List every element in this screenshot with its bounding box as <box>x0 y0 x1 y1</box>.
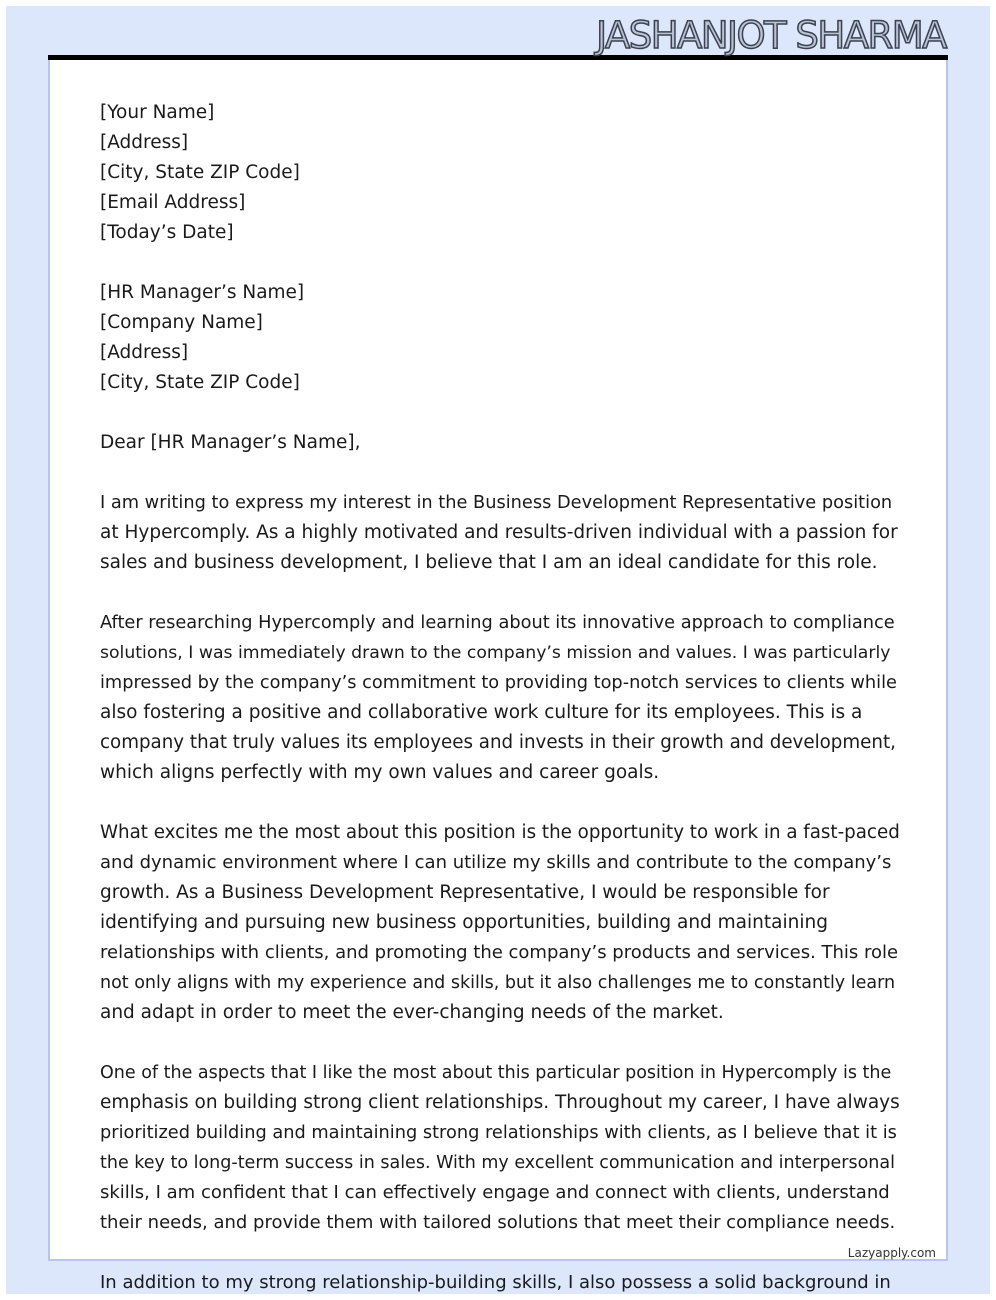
salutation: Dear [HR Manager’s Name], <box>100 432 361 453</box>
paragraph-5 <box>100 1268 900 1298</box>
sender-name: [Your Name] <box>100 102 215 123</box>
paragraph-line: identifying and pursuing new business opportunities, building and maintaining <box>100 912 828 933</box>
paragraph-line: and dynamic environment where I can utilize my skills and contribute to the company’s <box>100 852 892 873</box>
sender-block <box>100 98 900 248</box>
paragraph-line: After researching Hypercomply and learning about its innovative approach to compliance <box>100 613 895 633</box>
sender-date: [Today’s Date] <box>100 222 234 243</box>
paragraph-line: also fostering a positive and collaborative work culture for its employees. This is a <box>100 702 863 723</box>
sender-address: [Address] <box>100 132 189 153</box>
paragraph-line: and adapt in order to meet the ever-changing needs of the market. <box>100 1002 724 1023</box>
paragraph-3 <box>100 818 900 1028</box>
paragraph-line: skills, I am confident that I can effectively engage and connect with clients, understand <box>100 1182 890 1203</box>
recipient-city: [City, State ZIP Code] <box>100 372 300 393</box>
recipient-company: [Company Name] <box>100 312 263 333</box>
paragraph-line: One of the aspects that I like the most about this particular position in Hypercomply is the <box>100 1063 892 1083</box>
paragraph-2 <box>100 608 900 788</box>
paragraph-line: impressed by the company’s commitment to providing top-notch services to clients while <box>100 673 897 693</box>
sender-city: [City, State ZIP Code] <box>100 162 300 183</box>
recipient-name: [HR Manager’s Name] <box>100 282 305 303</box>
paragraph-line: at Hypercomply. As a highly motivated and results-driven individual with a passion for <box>100 522 898 543</box>
paragraph-line: In addition to my strong relationship-building skills, I also possess a solid background in <box>100 1272 891 1293</box>
cover-letter-body <box>100 98 900 1298</box>
header-name: JASHANJOT SHARMA <box>596 14 946 57</box>
paragraph-line: I am writing to express my interest in the Business Development Representative position <box>100 493 893 513</box>
paragraph-line: not only aligns with my experience and skills, but it also challenges me to constantly learn <box>100 973 896 993</box>
paragraph-line: emphasis on building strong client relationships. Throughout my career, I have always <box>100 1092 900 1113</box>
paragraph-line: which aligns perfectly with my own values and career goals. <box>100 762 660 783</box>
paragraph-line: solutions, I was immediately drawn to the company’s mission and values. I was particularly <box>100 643 891 663</box>
paragraph-4 <box>100 1058 900 1238</box>
paragraph-line: relationships with clients, and promoting the company’s products and services. This role <box>100 942 899 963</box>
paragraph-line: prioritized building and maintaining strong relationships with clients, as I believe that it is <box>100 1123 897 1143</box>
paragraph-line: sales and business development, I believe that I am an ideal candidate for this role. <box>100 552 878 573</box>
sender-email: [Email Address] <box>100 192 246 213</box>
paragraph-line: What excites me the most about this position is the opportunity to work in a fast-paced <box>100 822 900 843</box>
paragraph-line: their needs, and provide them with tailored solutions that meet their compliance needs. <box>100 1212 896 1233</box>
paragraph-line: the key to long-term success in sales. With my excellent communication and interpersonal <box>100 1153 895 1173</box>
paragraph-1 <box>100 488 900 578</box>
paragraph-line: company that truly values its employees and invests in their growth and development, <box>100 732 896 753</box>
recipient-block <box>100 278 900 398</box>
paragraph-line: growth. As a Business Development Representative, I would be responsible for <box>100 882 830 903</box>
footer-brand: Lazyapply.com <box>847 1246 936 1260</box>
recipient-address: [Address] <box>100 342 189 363</box>
